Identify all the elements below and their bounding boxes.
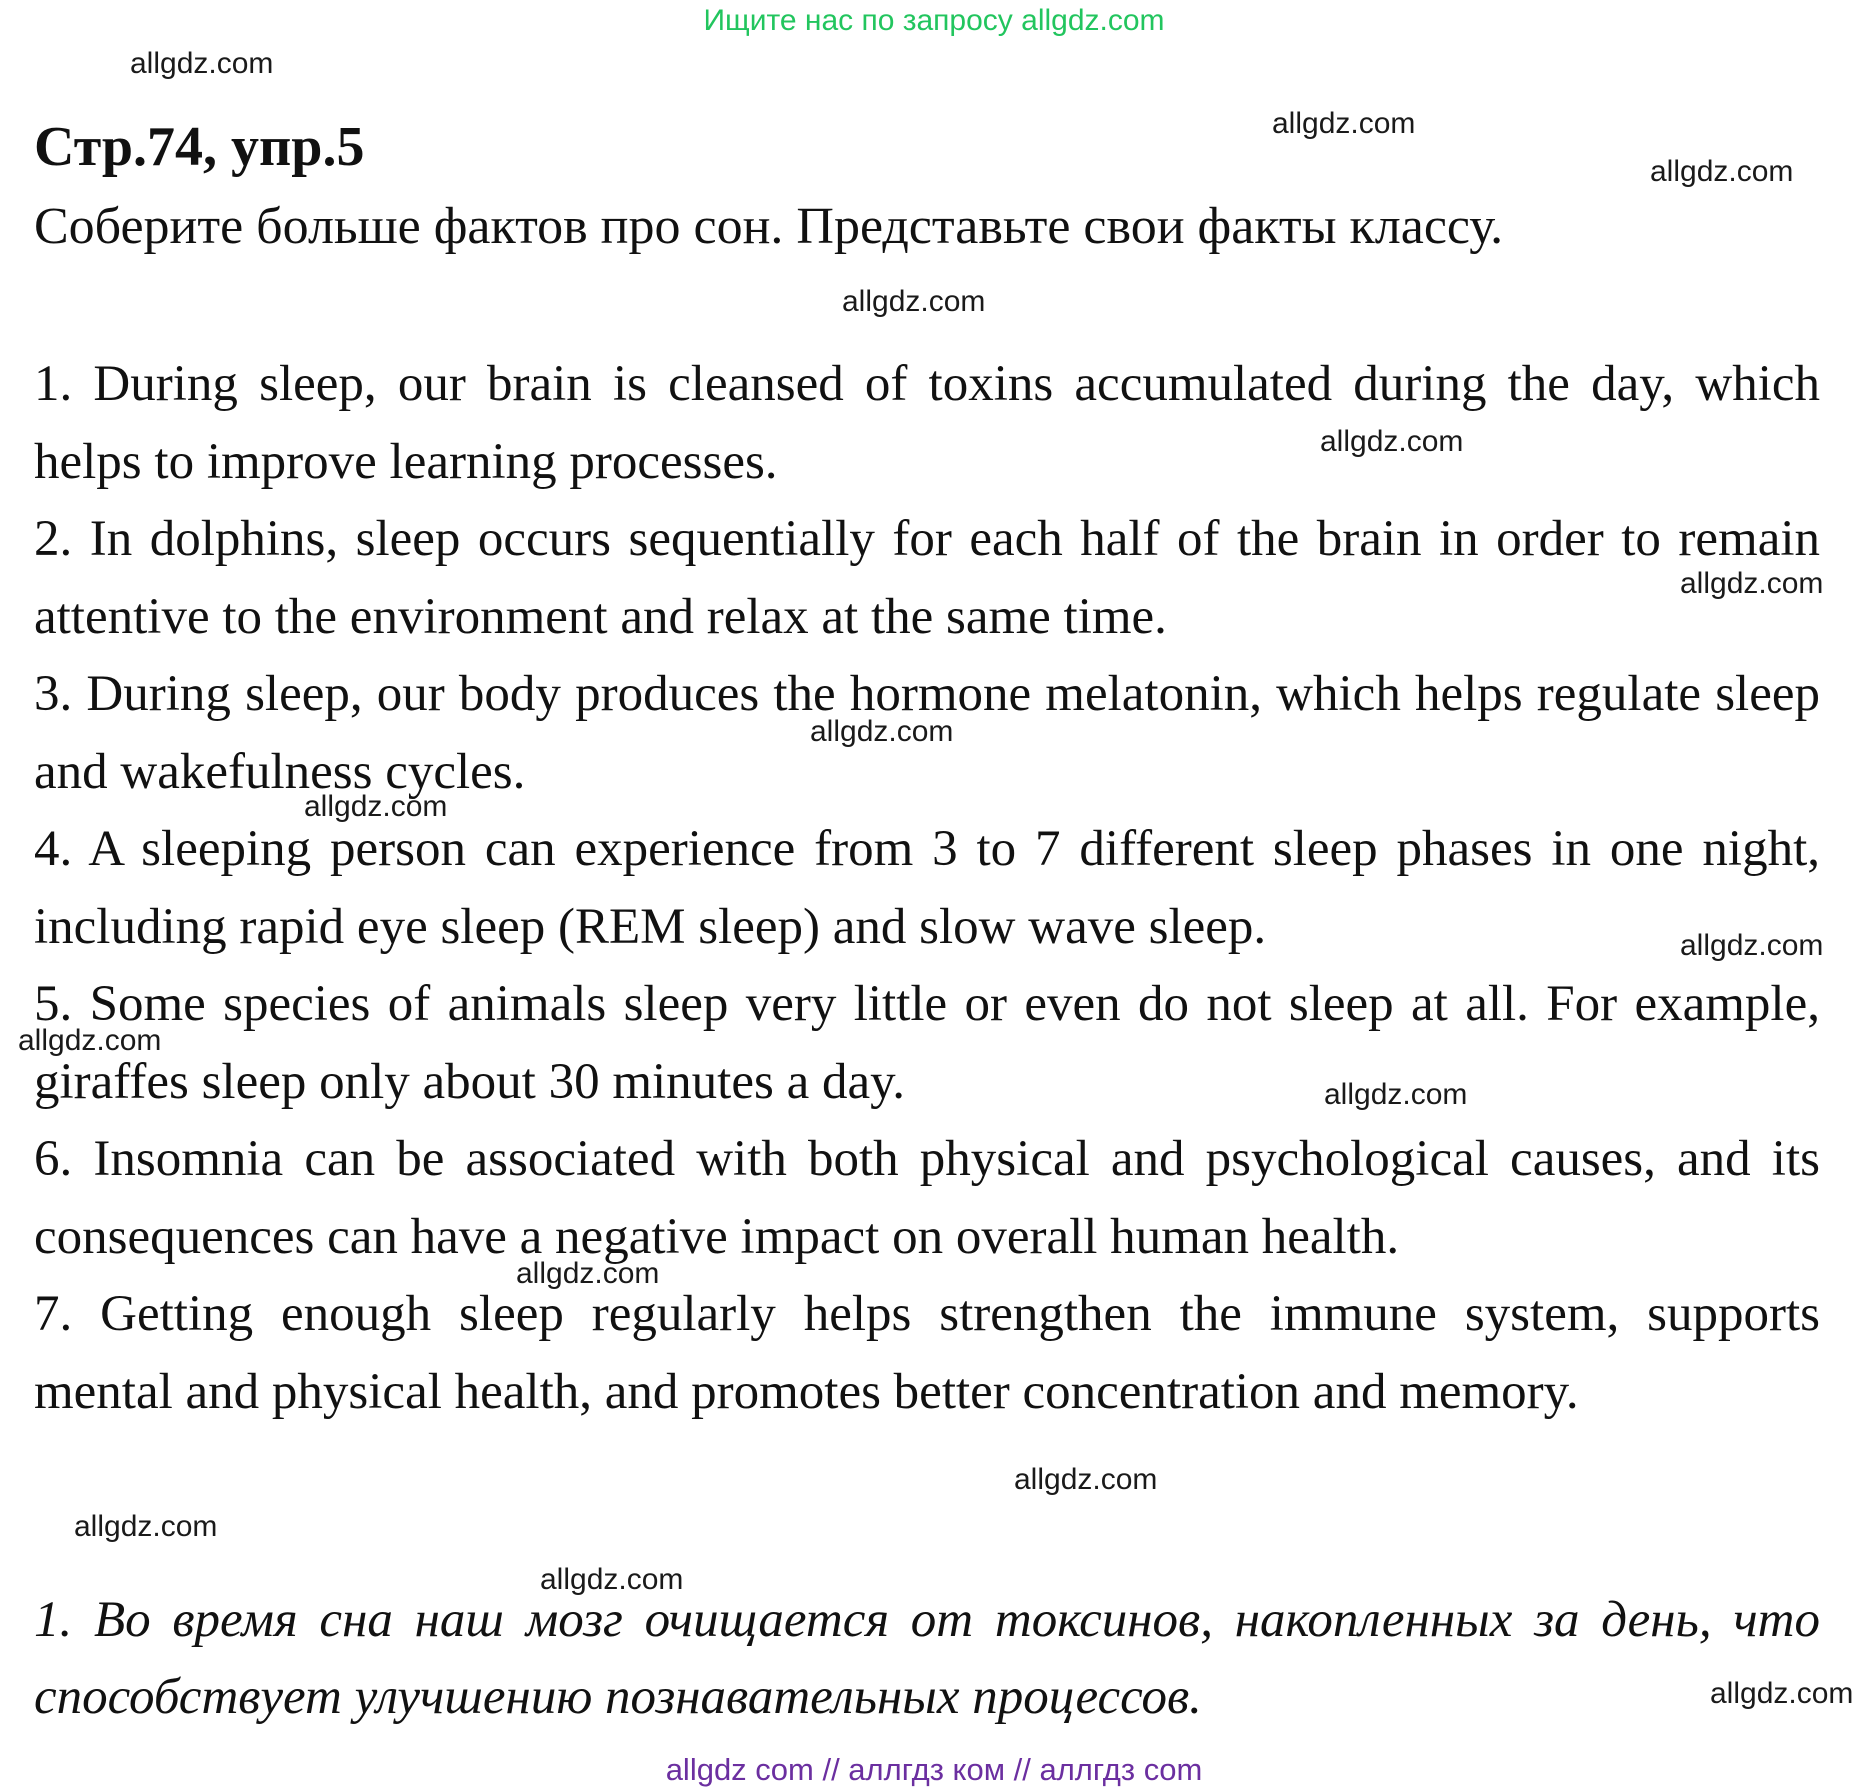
translation-text: 1. Во время сна наш мозг очищается от токсинов, накопленных за день, что способствует улучшению познавательных процессов. (34, 1592, 1820, 1725)
watermark: allgdz.com (1680, 567, 1824, 600)
watermark: allgdz.com (1324, 1078, 1468, 1111)
facts-list (34, 346, 1820, 1431)
page-title: Стр.74, упр.5 (34, 116, 365, 178)
watermark: allgdz.com (540, 1563, 684, 1596)
watermark: allgdz.com (1320, 425, 1464, 458)
fact-item: 1. During sleep, our brain is cleansed of toxins accumulated during the day, which helps to improve learning processes. (34, 356, 1820, 490)
fact-item: 5. Some species of animals sleep very little or even do not sleep at all. For example, giraffes sleep only about 30 minutes a day. (34, 976, 1820, 1110)
fact-item: 7. Getting enough sleep regularly helps strengthen the immune system, supports mental and physical health, and promotes better concentration and memory. (34, 1286, 1820, 1420)
watermark: allgdz.com (1680, 929, 1824, 962)
task-instruction: Соберите больше фактов про сон. Представьте свои факты классу. (34, 198, 1504, 255)
watermark: allgdz.com (1710, 1677, 1854, 1710)
watermark: allgdz.com (842, 285, 986, 318)
watermark: allgdz.com (516, 1257, 660, 1290)
watermark: allgdz.com (1272, 107, 1416, 140)
search-banner: Ищите нас по запросу allgdz.com (703, 4, 1165, 37)
watermark: allgdz.com (18, 1024, 162, 1057)
watermark: allgdz.com (1014, 1463, 1158, 1496)
fact-item: 4. A sleeping person can experience from 3 to 7 different sleep phases in one night, including rapid eye sleep (REM sleep) and slow wave sleep. (34, 821, 1820, 955)
watermark: allgdz.com (130, 47, 274, 80)
watermark: allgdz.com (1650, 155, 1794, 188)
watermark: allgdz.com (74, 1510, 218, 1543)
fact-item: 3. During sleep, our body produces the hormone melatonin, which helps regulate sleep and wakefulness cycles. (34, 666, 1820, 800)
fact-item: 6. Insomnia can be associated with both physical and psychological causes, and its consequences can have a negative impact on overall human health. (34, 1131, 1820, 1265)
fact-item: 2. In dolphins, sleep occurs sequentially for each half of the brain in order to remain attentive to the environment and relax at the same time. (34, 511, 1820, 645)
watermark: allgdz.com (304, 790, 448, 823)
watermark: allgdz.com (810, 715, 954, 748)
footer-watermark: allgdz com // аллгдз ком // аллгдз com (665, 1752, 1203, 1787)
